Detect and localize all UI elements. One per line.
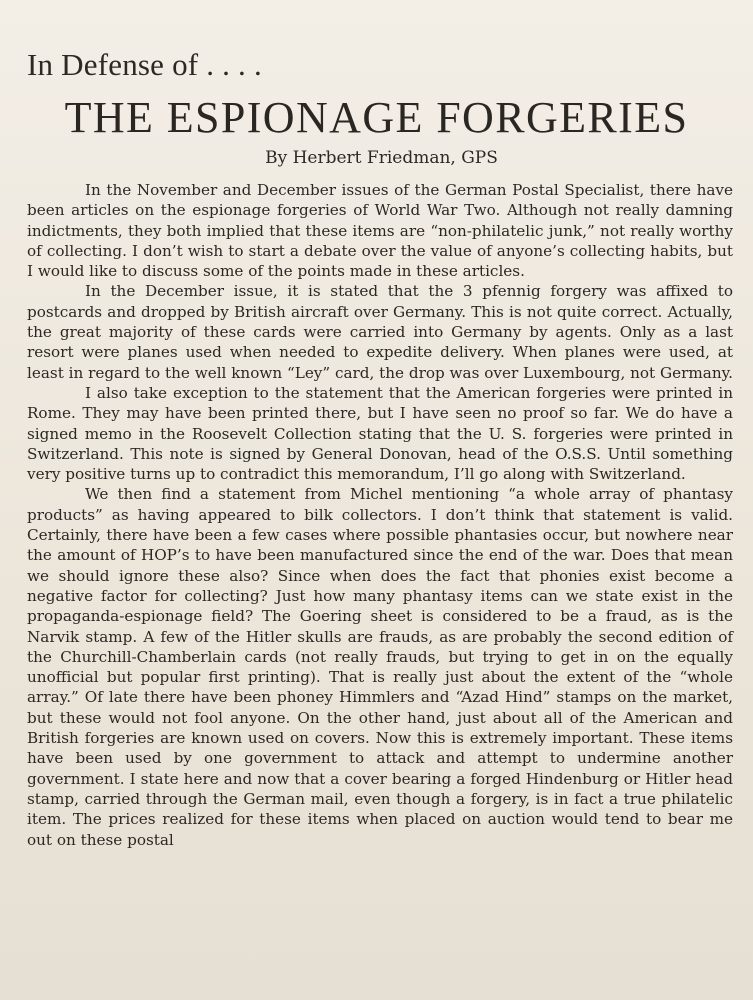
- article-title: THE ESPIONAGE FORGERIES: [64, 93, 689, 142]
- article-kicker: In Defense of . . . .: [27, 47, 262, 82]
- article-paragraph: We then find a statement from Michel mentioning “a whole array of phantasy products” as having appeared to bilk collectors. I don’t think that statement is valid. Certainly, there have been a few cases where possible phantasies occur, but nowhere near the amount of HOP’s to have been manufactured since the end of the war. Does that mean we should ignore these also? Since when does the fact that phonies exist become a negative factor for collecting? Just how many phantasy items can we state exist in the propaganda-espionage field? The Goering sheet is considered to be a fraud, as is the Narvik stamp. A few of the Hitler skulls are frauds, as are probably the second edition of the Churchill-Chamberlain cards (not really frauds, but trying to get in on the equally unofficial but popular first printing). That is really just about the extent of the “whole array.” Of late there have been phoney Himmlers and “Azad Hind” stamps on the market, but these would not fool anyone. On the other hand, just about all of the American and British forgeries are known used on covers. Now this is extremely important. These items have been used by one government to attack and attempt to undermine another government. I state here and now that a cover bearing a forged Hindenburg or Hitler head stamp, carried through the German mail, even though a forgery, is in fact a true philatelic item. The prices realized for these items when placed on auction would tend to bear me out on these postal: [27, 485, 733, 849]
- article-paragraph: I also take exception to the statement that the American forgeries were printed in Rome. They may have been printed there, but I have seen no proof so far. We do have a signed memo in the Roosevelt Collection stating that the U. S. forgeries were printed in Switzerland. This note is signed by General Donovan, head of the O.S.S. Until something very positive turns up to contradict this memorandum, I’ll go along with Switzerland.: [27, 383, 733, 484]
- article-body: [27, 180, 733, 850]
- article-paragraph: In the December issue, it is stated that the 3 pfennig forgery was affixed to postcards and dropped by British aircraft over Germany. This is not quite correct. Actually, the great majority of these cards were carried into Germany by agents. Only as a last resort were planes used when needed to expedite delivery. When planes were used, at least in regard to the well known “Ley” card, the drop was over Luxembourg, not Germany.: [27, 282, 733, 382]
- article-paragraph: In the November and December issues of the German Postal Specialist, there have been articles on the espionage forgeries of World War Two. Although not really damning indictments, they both implied that these items are “non-philatelic junk,” not really worthy of collecting. I don’t wish to start a debate over the value of anyone’s collecting habits, but I would like to discuss some of the points made in these articles.: [27, 181, 733, 281]
- article-byline: By Herbert Friedman, GPS: [265, 148, 498, 168]
